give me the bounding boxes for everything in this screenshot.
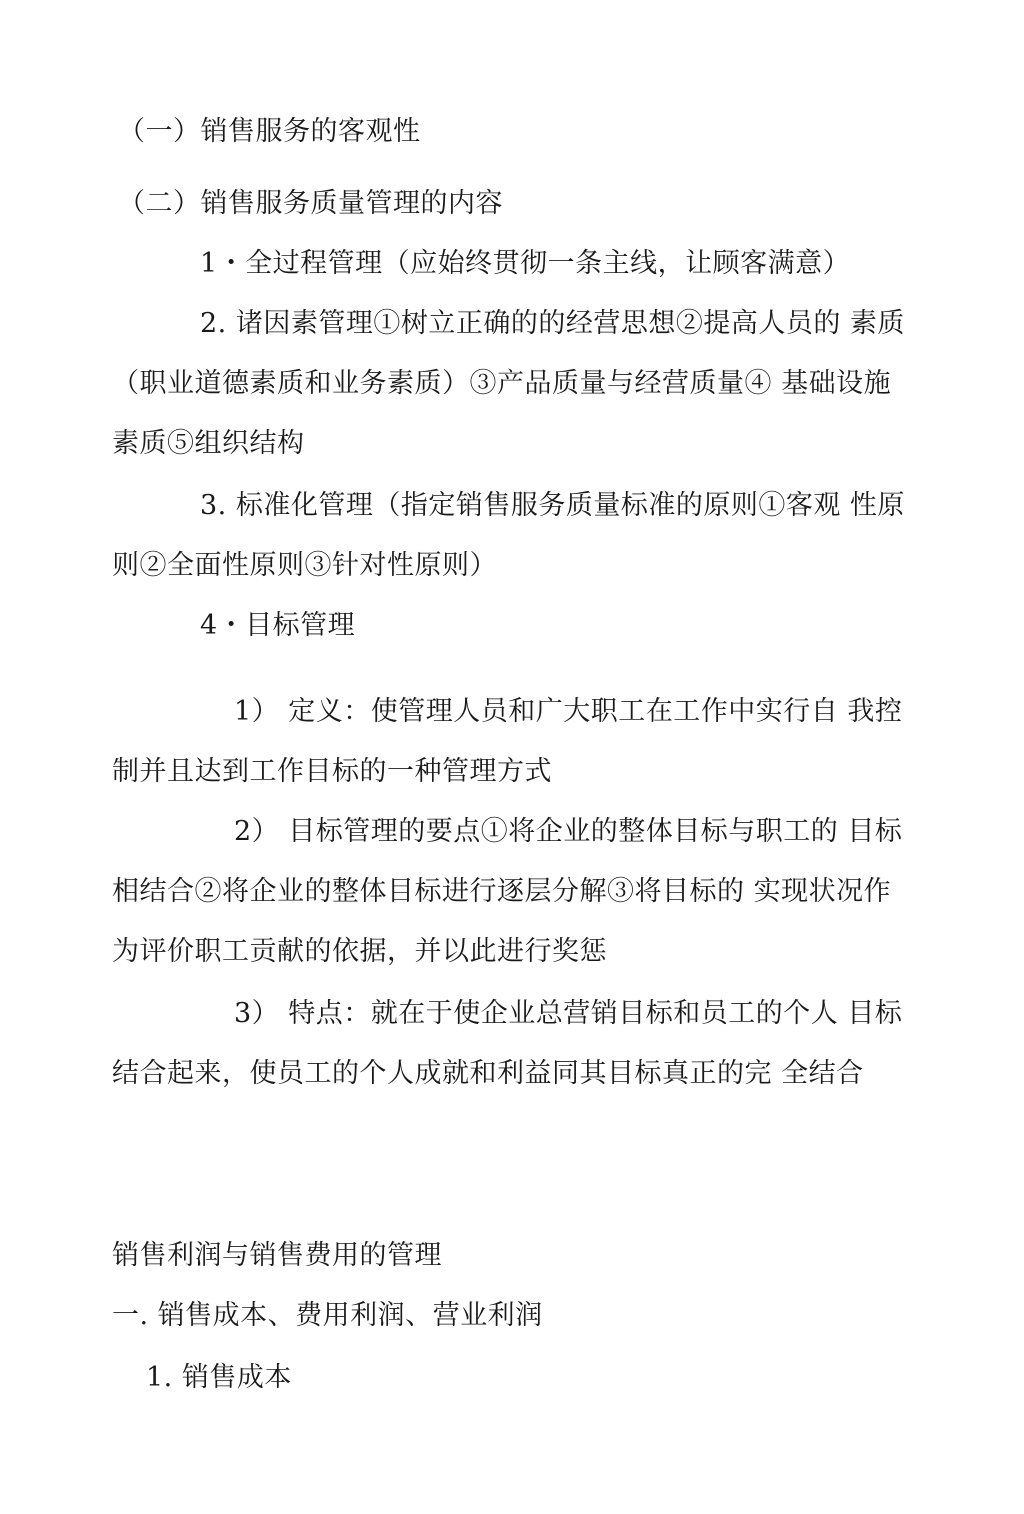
chapter-heading-profit-expense: 销售利润与销售费用的管理 [112,1240,442,1271]
item-1-whole-process: 1・全过程管理（应始终贯彻一条主线，让顾客满意） [200,248,851,279]
item-2-factors-line-1: 2. 诸因素管理①树立正确的的经营思想②提高人员的 素质 [200,308,905,339]
subitem-2-key-points-line-3: 为评价职工贡献的依据，并以此进行奖惩 [112,936,607,967]
item-4-objective-management: 4・目标管理 [200,610,356,641]
subitem-2-key-points-line-1: 2） 目标管理的要点①将企业的整体目标与职工的 目标 [234,816,903,847]
item-3-standardization-line-1: 3. 标准化管理（指定销售服务质量标准的原则①客观 性原 [200,490,905,521]
item-2-factors-line-2: （职业道德素质和业务素质）③产品质量与经营质量④ 基础设施 [112,368,892,399]
section-heading-cost-profit: 一. 销售成本、费用利润、营业利润 [112,1300,543,1331]
subitem-3-features-line-1: 3） 特点：就在于使企业总营销目标和员工的个人 目标 [234,998,903,1029]
subitem-1-definition-line-2: 制并且达到工作目标的一种管理方式 [112,756,552,787]
item-2-factors-line-3: 素质⑤组织结构 [112,428,305,459]
section-heading-quality-content: （二）销售服务质量管理的内容 [118,188,503,219]
item-1-sales-cost: 1. 销售成本 [146,1362,292,1393]
section-heading-objectivity: （一）销售服务的客观性 [118,116,421,147]
subitem-2-key-points-line-2: 相结合②将企业的整体目标进行逐层分解③将目标的 实现状况作 [112,876,892,907]
subitem-1-definition-line-1: 1） 定义：使管理人员和广大职工在工作中实行自 我控 [234,696,903,727]
subitem-3-features-line-2: 结合起来，使员工的个人成就和利益同其目标真正的完 全结合 [112,1058,864,1089]
item-3-standardization-line-2: 则②全面性原则③针对性原则） [112,550,497,581]
